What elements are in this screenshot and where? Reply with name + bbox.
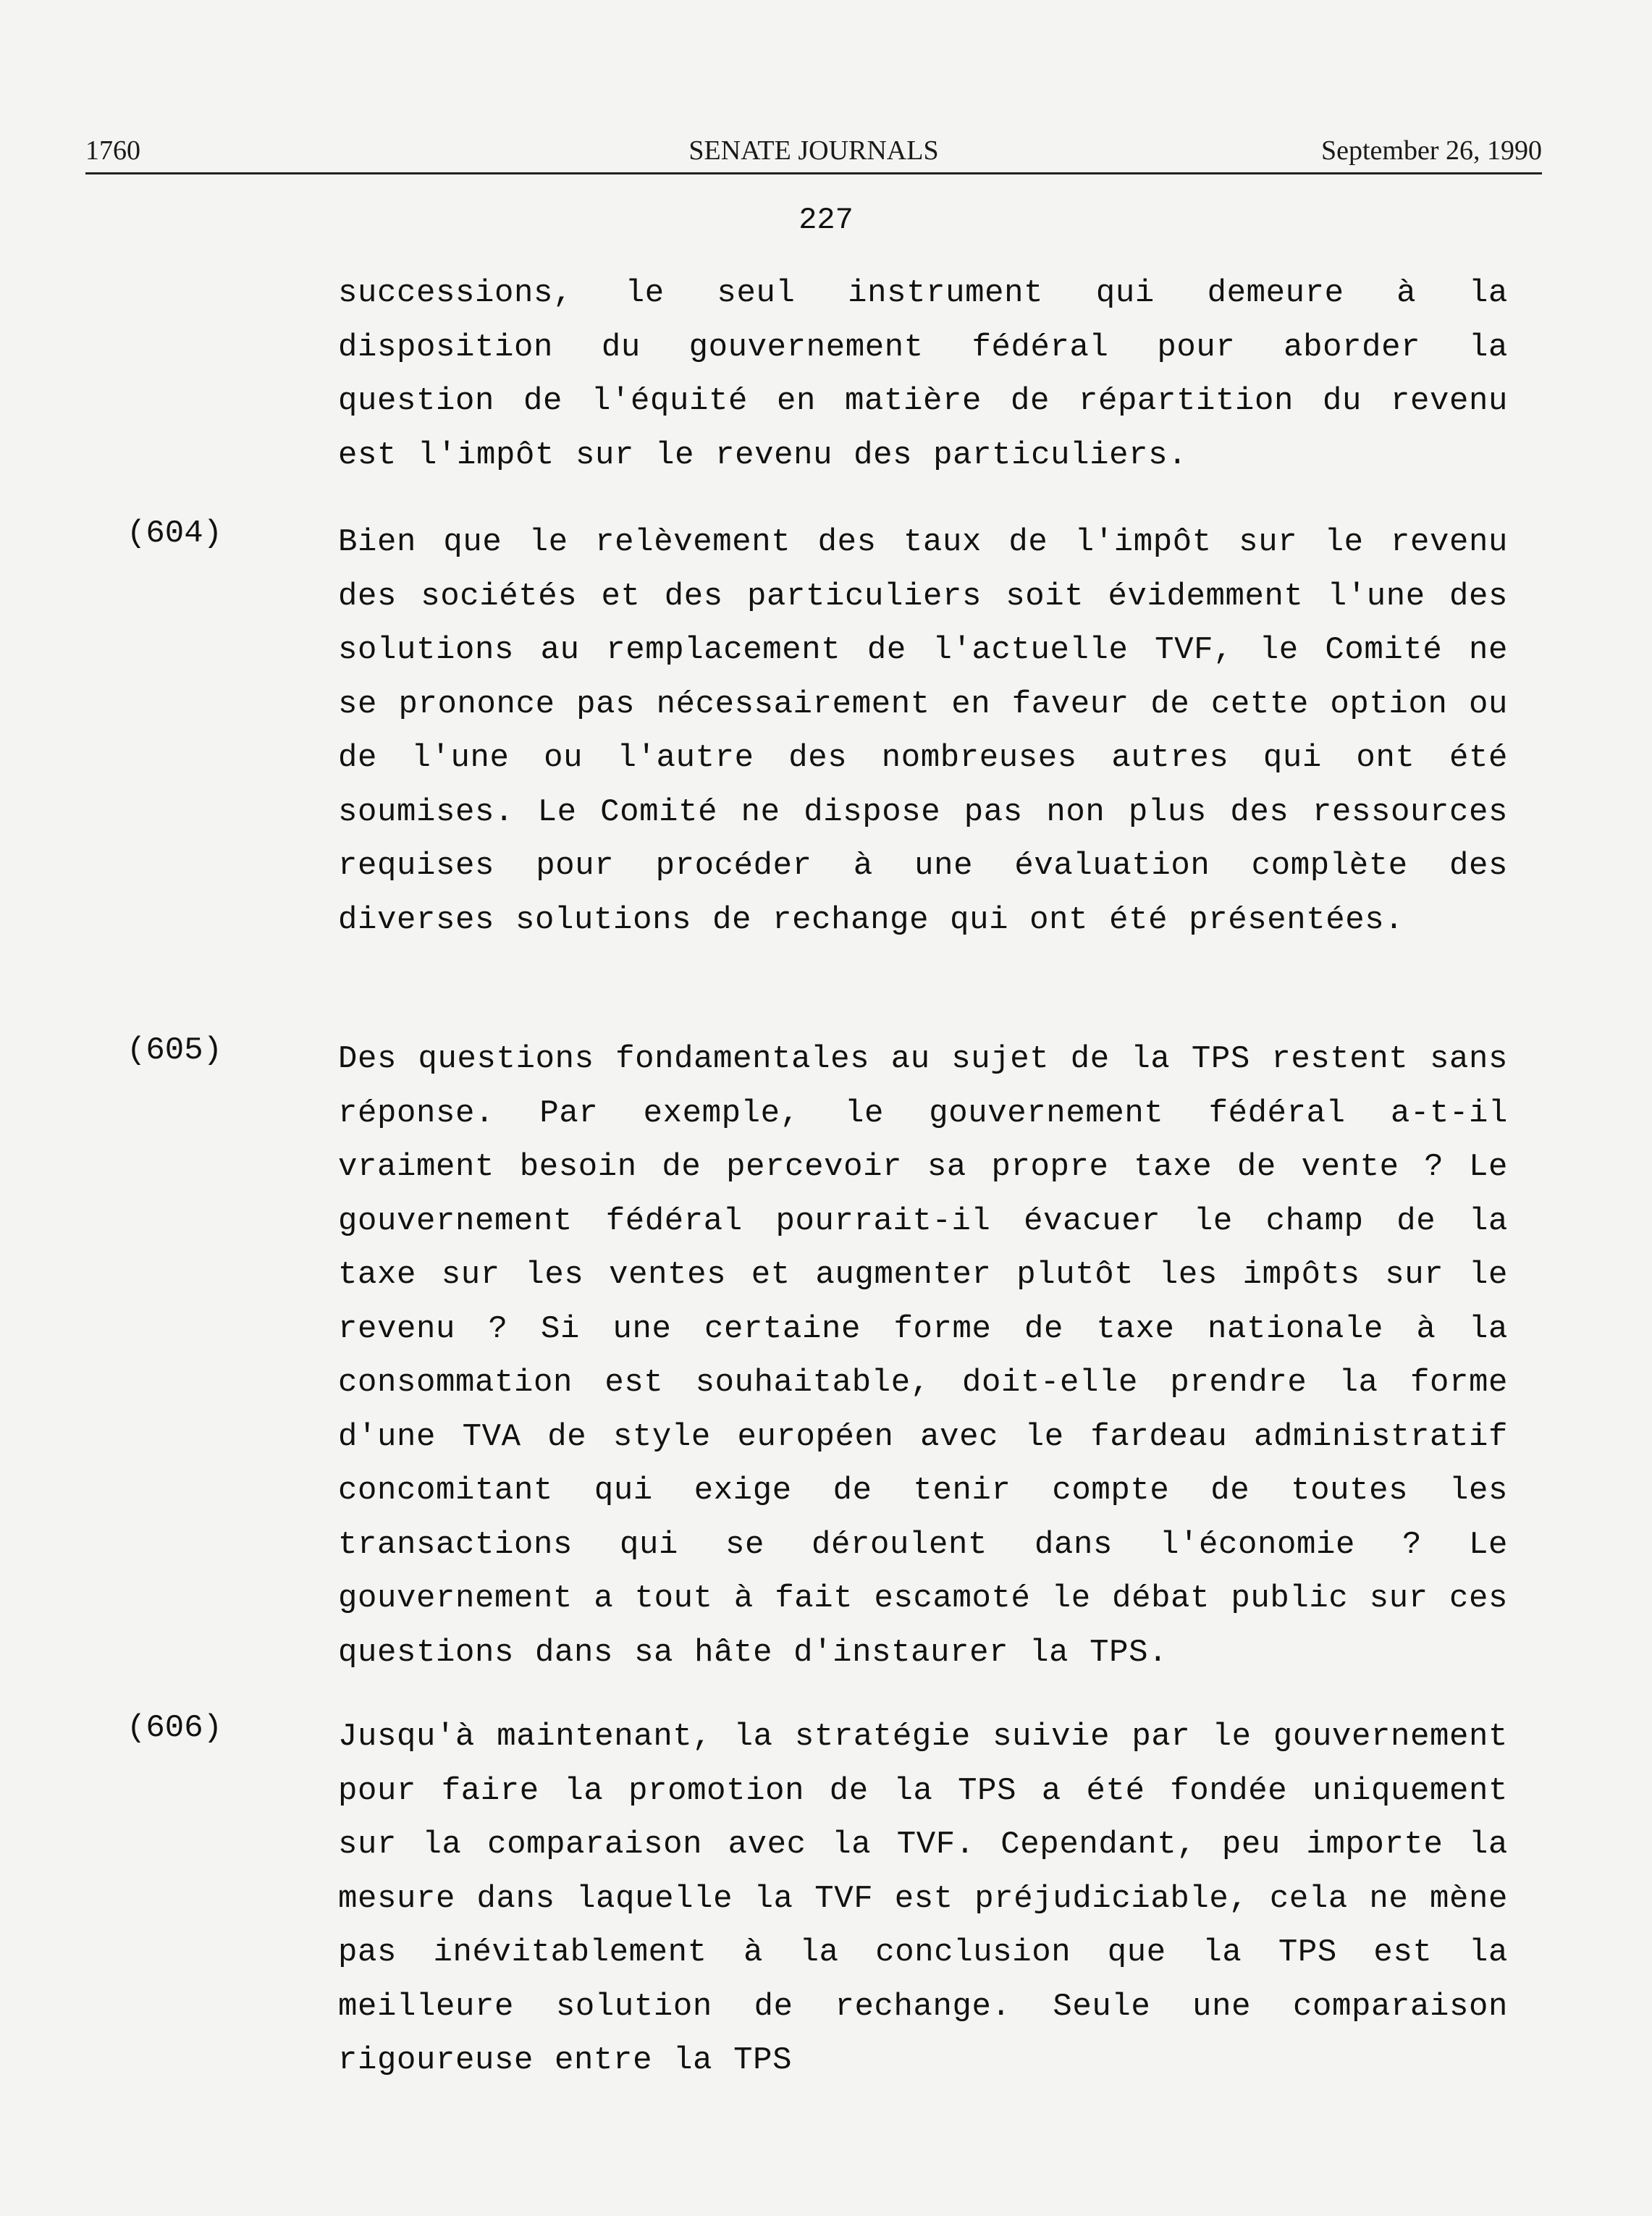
paragraph-text: Des questions fondamentales au sujet de la TPS restent sans réponse. Par exemple, le gouvernement fédéral a-t-il vraiment besoin de percevoir sa propre taxe de vente ? Le gouvernement fédéral pourrait-il évacuer le champ de la taxe sur les ventes et augmenter plutôt les impôts sur le revenu ? Si une certaine forme de taxe nationale à la consommation est souhaitable, doit-elle prendre la forme d'une TVA de style européen avec le fardeau administratif concomitant qui exige de tenir compte de toutes les transactions qui se déroulent dans l'économie ? Le gouvernement a tout à fait escamoté le débat public sur ces questions dans sa hâte d'instaurer la TPS. [338,1041,1508,1671]
paragraph-text: Bien que le relèvement des taux de l'impôt sur le revenu des sociétés et des particuliers soit évidemment l'une des solutions au remplacement de l'actuelle TVF, le Comité ne se prononce pas nécessairement en faveur de cette option ou de l'une ou l'autre des nombreuses autres qui ont été soumises. Le Comité ne dispose pas non plus des ressources requises pour procéder à une évaluation complète des diverses solutions de rechange qui ont été présentées. [338,524,1508,938]
paragraph-number: (605) [127,1032,223,1069]
header-rule [85,172,1542,174]
report-page-number: 227 [798,203,854,237]
paragraph-text: Jusqu'à maintenant, la stratégie suivie par le gouvernement pour faire la promotion de la TPS a été fondée uniquement sur la comparaison avec la TVF. Cependant, peu importe la mesure dans laquelle la TVF est préjudiciable, cela ne mène pas inévitablement à la conclusion que la TPS est la meilleure solution de rechange. Seule une comparaison rigoureuse entre la TPS [338,1719,1508,2078]
running-header [85,135,1542,172]
journal-page-number: 1760 [85,135,140,166]
journal-title: SENATE JOURNALS [688,135,939,166]
journal-date: September 26, 1990 [1320,135,1542,166]
paragraph-continuation: successions, le seul instrument qui demeure à la disposition du gouvernement fédéral pour aborder la question de l'équité en matière de répartition du revenu est l'impôt sur le revenu des particuliers. [338,275,1508,473]
paragraph-number: (606) [127,1710,223,1746]
paragraph-number: (604) [127,515,223,552]
